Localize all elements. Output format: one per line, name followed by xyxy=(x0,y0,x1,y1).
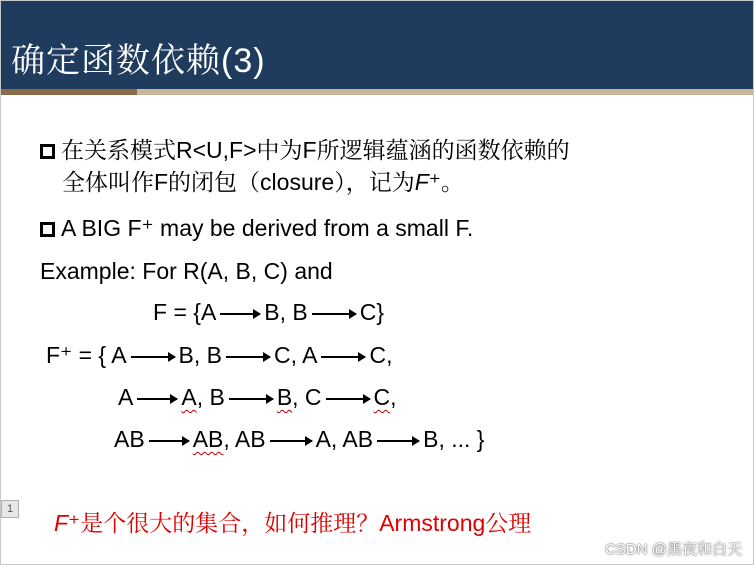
title-stripe-dark xyxy=(1,89,137,95)
arrow-icon xyxy=(229,398,273,400)
bullet-2: A BIG F⁺ may be derived from a small F. xyxy=(40,213,473,243)
title-stripe-light xyxy=(137,89,753,95)
f-definition-line: F = {A B, B C} xyxy=(153,299,385,325)
arrow-icon xyxy=(220,313,260,315)
fplus-line-3: AB AB, AB A, AB B, ... } xyxy=(114,426,485,452)
fplus-line-2: A A, B B, C C, xyxy=(118,384,397,410)
fplus-line-1: F⁺ = { A B, B C, A C, xyxy=(46,342,393,368)
square-bullet-icon xyxy=(40,144,55,159)
arrow-icon xyxy=(326,398,370,400)
arrow-icon xyxy=(137,398,177,400)
example-line: Example: For R(A, B, C) and xyxy=(40,258,333,284)
bullet-1-line-2: 全体叫作F的闭包（closure），记为F⁺。 xyxy=(62,169,464,195)
square-bullet-icon xyxy=(40,222,55,237)
f-plus-symbol: F⁺ xyxy=(54,510,81,536)
slide-number-badge: 1 xyxy=(1,500,19,518)
arrow-icon xyxy=(377,440,419,442)
slide-title: 确定函数依赖(3) xyxy=(11,42,266,80)
title-bar xyxy=(1,1,753,89)
arrow-icon xyxy=(131,356,175,358)
arrow-icon xyxy=(226,356,270,358)
f-plus-symbol: F⁺ xyxy=(414,169,441,195)
arrow-icon xyxy=(321,356,365,358)
arrow-icon xyxy=(149,440,189,442)
csdn-watermark: CSDN @黑夜和白天 xyxy=(605,541,742,558)
arrow-icon xyxy=(270,440,312,442)
conclusion-line: F⁺是个很大的集合，如何推理？Armstrong公理 xyxy=(54,510,532,536)
arrow-icon xyxy=(312,313,356,315)
bullet-1-line-1: 在关系模式R<U,F>中为F所逻辑蕴涵的函数依赖的 xyxy=(40,135,570,165)
